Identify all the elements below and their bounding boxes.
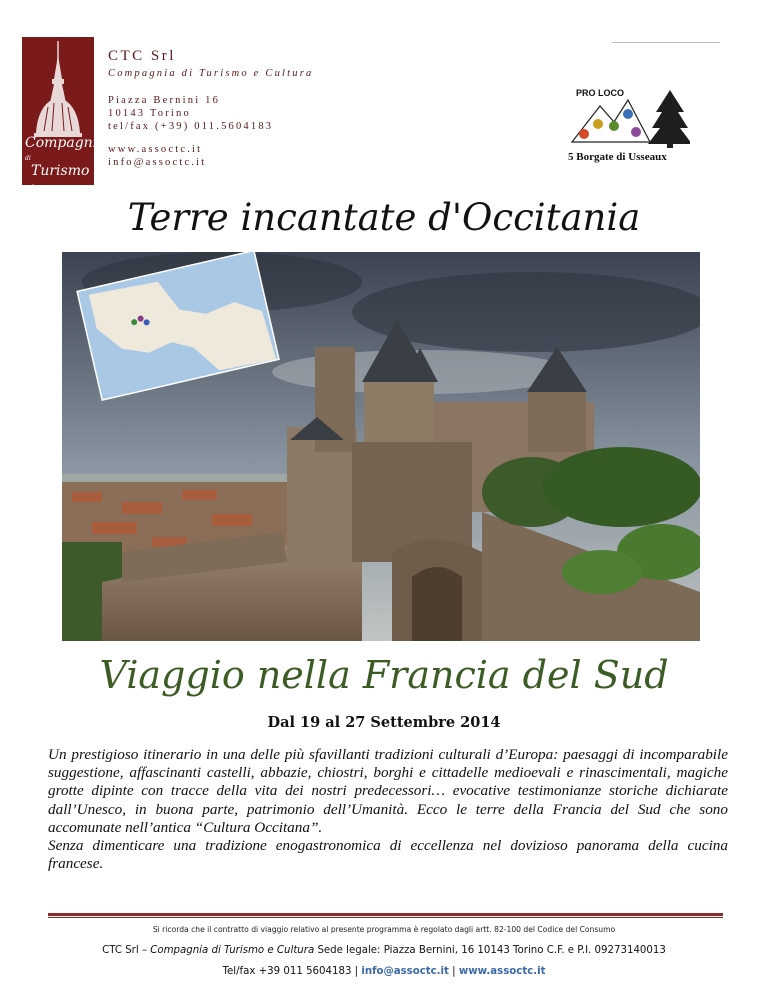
footer-phone: Tel/fax +39 011 5604183 | xyxy=(222,966,362,977)
proloco-name: 5 Borgate di Usseaux xyxy=(568,151,667,163)
footer-company-italic: Compagnia di Turismo e Cultura xyxy=(150,945,315,956)
footer-website-link[interactable]: www.assoctc.it xyxy=(458,966,546,977)
mole-antonelliana-icon xyxy=(30,41,86,139)
footer-contact-line xyxy=(0,966,768,977)
intro-paragraph-1: Un prestigioso itinerario in una delle più sfavillanti tradizioni culturali d’Europa: paesaggi di incomparabile suggestione, affascinanti castelli, abbazie, chiostri, borghi e cittadelle medioevali e rinascimentali, magiche grotte dipinte con tracce della vita dei nostri predecessori… evocative testimonianze storiche dichiarate dall’Unesco, in buona parte, patrimonio dell’Umanità. Ecco le terre della Francia del Sud che sono accomunate nell’antica “Cultura Occitana”. xyxy=(48,746,728,836)
mountains-trees-icon xyxy=(570,86,690,148)
footer-legal: Sede legale: Piazza Bernini, 16 10143 Torino C.F. e P.I. 09273140013 xyxy=(314,945,666,956)
footer-email-link[interactable]: info@assoctc.it xyxy=(361,966,449,977)
castle-landscape-image xyxy=(62,252,700,641)
trip-dates: Dal 19 al 27 Settembre 2014 xyxy=(267,714,501,731)
address-line1: Piazza Bernini 16 xyxy=(108,95,221,106)
footer-divider xyxy=(48,913,723,916)
logo-line2: Turismo xyxy=(31,163,90,179)
footer-company-line xyxy=(0,945,768,956)
footer-company: CTC Srl – xyxy=(102,945,151,956)
logo-line1: Compagnia xyxy=(25,135,106,151)
address-line2: 10143 Torino xyxy=(108,108,191,119)
footer-divider-thin xyxy=(48,917,723,918)
footer-separator: | xyxy=(448,966,459,977)
carcassonne-photo xyxy=(62,252,700,641)
ctc-logo xyxy=(22,37,106,207)
logo-line1-small: di xyxy=(25,155,31,162)
logo-line3: Cultura xyxy=(35,191,89,207)
intro-text xyxy=(48,746,728,873)
company-info xyxy=(108,48,368,169)
proloco-logo xyxy=(560,38,730,168)
company-email-link[interactable]: info@assoctc.it xyxy=(108,157,207,168)
company-name: CTC Srl xyxy=(108,48,176,64)
logo-line2-small: e xyxy=(31,183,35,190)
intro-paragraph-2: Senza dimenticare una tradizione enogastronomica di eccellenza nel dovizioso panorama della cucina francese. xyxy=(48,837,728,873)
legal-notice: Si ricorda che il contratto di viaggio relativo al presente programma è regolato dagli artt. 82-100 del Codice del Consumo xyxy=(152,925,616,934)
company-website-link[interactable]: www.assoctc.it xyxy=(108,144,203,155)
company-subtitle: Compagnia di Turismo e Cultura xyxy=(108,68,314,79)
trip-subtitle: Viaggio nella Francia del Sud xyxy=(99,653,669,697)
proloco-divider xyxy=(612,42,720,43)
proloco-title: PRO LOCO xyxy=(576,88,625,98)
page-title: Terre incantate d'Occitania xyxy=(127,196,641,239)
company-phone: tel/fax (+39) 011.5604183 xyxy=(108,121,274,132)
